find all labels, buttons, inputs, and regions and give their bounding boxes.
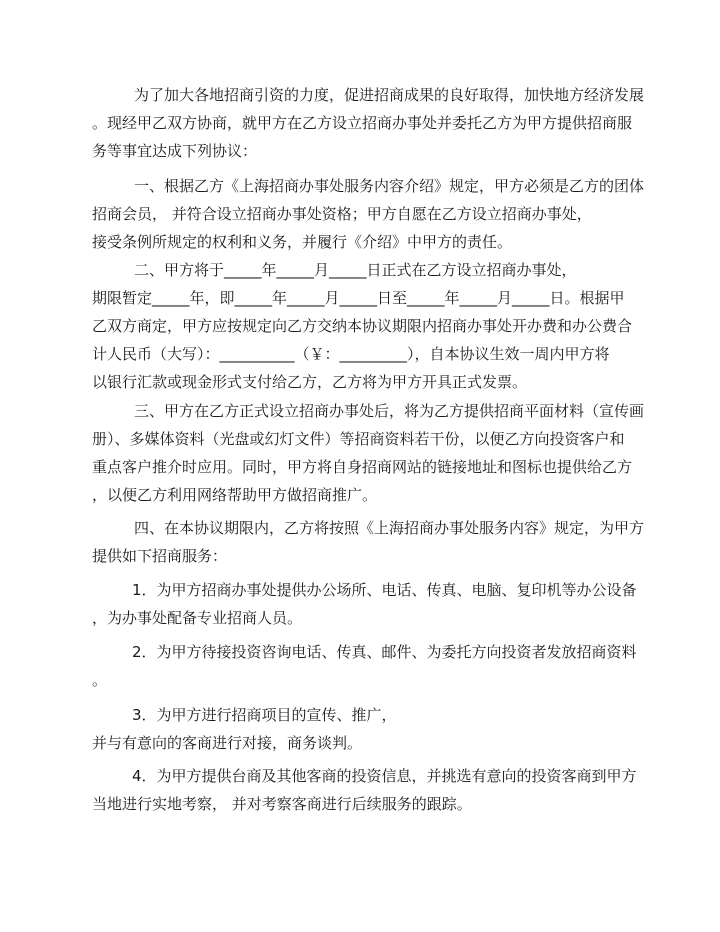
text-line: ，为办事处配备专业招商人员。 — [92, 609, 303, 627]
text-line: 3．为甲方进行招商项目的宣传、推广， — [132, 706, 397, 724]
intro-paragraph — [92, 81, 645, 165]
text-line: 二、甲方将于_____年_____月_____日正式在乙方设立招商办事处， — [134, 261, 577, 279]
text-line: 提供如下招商服务： — [92, 547, 228, 565]
text-line: 册）、多媒体资料（光盘或幻灯文件）等招商资料若干份，以便乙方向投资客户和 — [92, 430, 625, 448]
text-line: 期限暂定_____年，即_____年_____月_____日至_____年_____月_____日。根据甲 — [92, 289, 625, 307]
clause-3-paragraph — [92, 397, 645, 509]
text-line: 并与有意向的客商进行对接，商务谈判。 — [92, 734, 363, 752]
clause-2-paragraph — [92, 256, 637, 396]
text-line: 当地进行实地考察， 并对考察客商进行后续服务的跟踪。 — [92, 795, 472, 813]
clause-4-paragraph — [92, 514, 645, 570]
text-line: 招商会员， 并符合设立招商办事处资格；甲方自愿在乙方设立招商办事处， — [92, 205, 592, 223]
text-line: ，以便乙方利用网络帮助甲方做招商推广。 — [92, 486, 378, 504]
text-line: 4．为甲方提供台商及其他客商的投资信息，并挑选有意向的投资客商到甲方 — [132, 767, 637, 785]
clause-1-paragraph — [92, 172, 645, 256]
text-line: 务等事宜达成下列协议： — [92, 142, 258, 160]
service-item-4 — [92, 762, 637, 818]
text-line: 四、在本协议期限内，乙方将按照《上海招商办事处服务内容》规定，为甲方 — [134, 519, 645, 537]
service-item-2 — [92, 638, 637, 694]
service-item-1 — [92, 576, 637, 632]
text-line: 重点客户推介时应用。同时，甲方将自身招商网站的链接地址和图标也提供给乙方 — [92, 458, 633, 476]
text-line: 一、根据乙方《上海招商办事处服务内容介绍》规定，甲方必须是乙方的团体 — [134, 177, 645, 195]
service-item-3 — [92, 701, 637, 757]
text-line: 。现经甲乙双方协商，就甲方在乙方设立招商办事处并委托乙方为甲方提供招商服 — [92, 114, 633, 132]
text-line: 接受条例所规定的权利和义务，并履行《介绍》中甲方的责任。 — [92, 233, 513, 251]
text-line: 1．为甲方招商办事处提供办公场所、电话、传真、电脑、复印机等办公设备 — [132, 581, 637, 599]
text-line: 计人民币（大写）：__________（￥：_________），自本协议生效一周内甲方将 — [92, 345, 610, 363]
text-line: 为了加大各地招商引资的力度，促进招商成果的良好取得，加快地方经济发展 — [134, 86, 645, 104]
text-line: 乙双方商定，甲方应按规定向乙方交纳本协议期限内招商办事处开办费和办公费合 — [92, 317, 633, 335]
text-line: 2．为甲方待接投资咨询电话、传真、邮件、为委托方向投资者发放招商资料 — [132, 643, 637, 661]
text-line: 。 — [92, 671, 108, 689]
text-line: 三、甲方在乙方正式设立招商办事处后，将为乙方提供招商平面材料（宣传画 — [134, 402, 645, 420]
text-line: 以银行汇款或现金形式支付给乙方，乙方将为甲方开具正式发票。 — [92, 373, 528, 391]
